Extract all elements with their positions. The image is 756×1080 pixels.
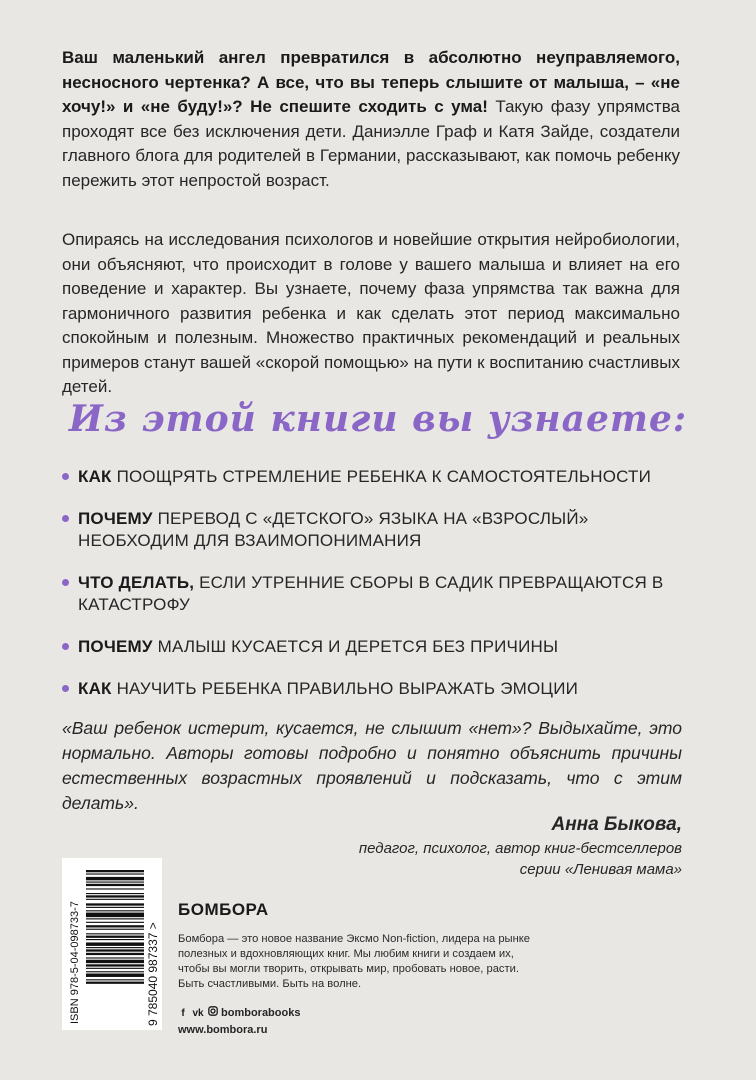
list-item-text: ПЕРЕВОД С «ДЕТСКОГО» ЯЗЫКА НА «ВЗРОСЛЫЙ» НЕОБХОДИМ ДЛЯ ВЗАИМОПОНИМАНИЯ [78, 509, 589, 550]
bullet-icon [62, 515, 69, 522]
facebook-icon[interactable]: f [181, 1008, 185, 1019]
barcode-bar [86, 953, 144, 955]
barcode-bar [86, 873, 144, 874]
benefits-list [62, 466, 702, 720]
barcode-bar [86, 907, 144, 908]
bullet-icon [62, 685, 69, 692]
barcode-bar [86, 960, 144, 963]
barcode-bar [86, 910, 144, 911]
barcode-bar [86, 925, 144, 927]
instagram-icon[interactable] [208, 1006, 218, 1021]
barcode-bar [86, 922, 144, 923]
barcode-bar [86, 882, 144, 883]
list-item-text: МАЛЫШ КУСАЕТСЯ И ДЕРЕТСЯ БЕЗ ПРИЧИНЫ [152, 637, 559, 656]
testimonial-author [359, 812, 682, 880]
barcode-bar [86, 947, 144, 948]
intro-regular-text: Такую фазу упрямства проходят все без исключения дети. Даниэлле Граф и Катя Зайде, создатели главного блога для родителей в Германии, рассказывают, как помочь ребенку пережить этот непростой возраст. [62, 97, 680, 190]
author-role-line2: серии «Ленивая мама» [519, 861, 682, 878]
publisher-logo: БОМБОРА [178, 900, 269, 919]
list-item-keyword: ПОЧЕМУ [78, 509, 153, 528]
barcode-bar [86, 884, 144, 886]
barcode-bar [86, 942, 144, 945]
list-item [62, 636, 702, 658]
list-item-keyword: КАК [78, 467, 112, 486]
author-name: Анна Быкова, [551, 814, 682, 835]
section-headline: Из этой книги вы узнаете: [68, 398, 688, 440]
barcode-bar [86, 982, 144, 984]
barcode-bar [86, 949, 144, 951]
barcode-bar [86, 968, 144, 969]
description-paragraph: Опираясь на исследования психологов и новейшие открытия нейробиологии, они объясняют, что происходит в голове у вашего малыша и влияет на его поведение и характер. Вы узнаете, почему фаза упрямства так важна для гармоничного развития ребенка и как сделать этот период максимально спокойным и полезным. Множество практичных рекомендаций и реальных примеров станут вашей «скорой помощью» на пути к воспитанию счастливых детей. [62, 230, 680, 396]
list-item-text: ЕСЛИ УТРЕННИЕ СБОРЫ В САДИК ПРЕВРАЩАЮТСЯ В КАТАСТРОФУ [78, 573, 664, 614]
barcode-bar [86, 974, 144, 977]
list-item-keyword: КАК [78, 679, 112, 698]
publisher-website[interactable]: www.bombora.ru [178, 1024, 268, 1036]
barcode-bar [86, 877, 144, 880]
list-item-keyword: ЧТО ДЕЛАТЬ, [78, 573, 195, 592]
list-item-text: НАУЧИТЬ РЕБЕНКА ПРАВИЛЬНО ВЫРАЖАТЬ ЭМОЦИИ [111, 679, 579, 698]
list-item [62, 508, 702, 552]
barcode-bar [86, 939, 144, 940]
barcode-bar [86, 918, 144, 919]
publisher-block [178, 900, 538, 1038]
barcode-bar [86, 964, 144, 966]
barcode-bars [86, 870, 144, 984]
barcode-bar [86, 933, 144, 934]
intro-bold-text: Ваш маленький ангел превратился в абсолютно неуправляемого, несносного чертенка? А все, что вы теперь слышите от малыша, – «не хочу!» и «не буду!»? Не спешите сходить с ума! [62, 48, 680, 116]
bullet-icon [62, 579, 69, 586]
list-item [62, 466, 702, 488]
barcode-bar [86, 899, 144, 900]
barcode-bar [86, 971, 144, 972]
isbn-text: ISBN 978-5-04-098733-7 [69, 901, 81, 1024]
vk-icon[interactable]: vk [192, 1008, 204, 1019]
social-handle[interactable]: bomborabooks [221, 1007, 301, 1019]
barcode-graphic [62, 858, 162, 1030]
barcode-bar [86, 957, 144, 958]
barcode-bar [86, 895, 144, 897]
barcode-bar [86, 929, 144, 930]
intro-paragraph [62, 46, 680, 193]
barcode-bar [86, 936, 144, 938]
barcode [62, 858, 162, 1030]
social-links [178, 1006, 538, 1021]
list-item [62, 572, 702, 616]
publisher-description: Бомбора — это новое название Эксмо Non-fiction, лидера на рынке полезных и вдохновляющих книг. Мы любим книги и создаем их, чтобы вы могли творить, открывать мир, пробовать новое, расти. Быть счастливыми. Быть на волне. [178, 933, 531, 990]
bullet-icon [62, 643, 69, 650]
list-item-keyword: ПОЧЕМУ [78, 637, 153, 656]
barcode-bar [86, 870, 144, 872]
barcode-bar [86, 979, 144, 980]
list-item [62, 678, 702, 700]
barcode-bar [86, 903, 144, 905]
author-role-line1: педагог, психолог, автор книг-бестселлеров [358, 840, 682, 857]
bullet-icon [62, 473, 69, 480]
barcode-bar [86, 888, 144, 889]
list-item-text: ПООЩРЯТЬ СТРЕМЛЕНИЕ РЕБЕНКА К САМОСТОЯТЕЛЬНОСТИ [111, 467, 652, 486]
testimonial-quote: «Ваш ребенок истерит, кусается, не слышит «нет»? Выдыхайте, это нормально. Авторы готовы подробно и понятно объяснить причины естественных возрастных проявлений и подсказать, что с этим делать». [62, 718, 682, 813]
barcode-bar [86, 893, 144, 894]
barcode-digits: 9 785040 987337 > [146, 922, 160, 1026]
barcode-bar [86, 913, 144, 918]
